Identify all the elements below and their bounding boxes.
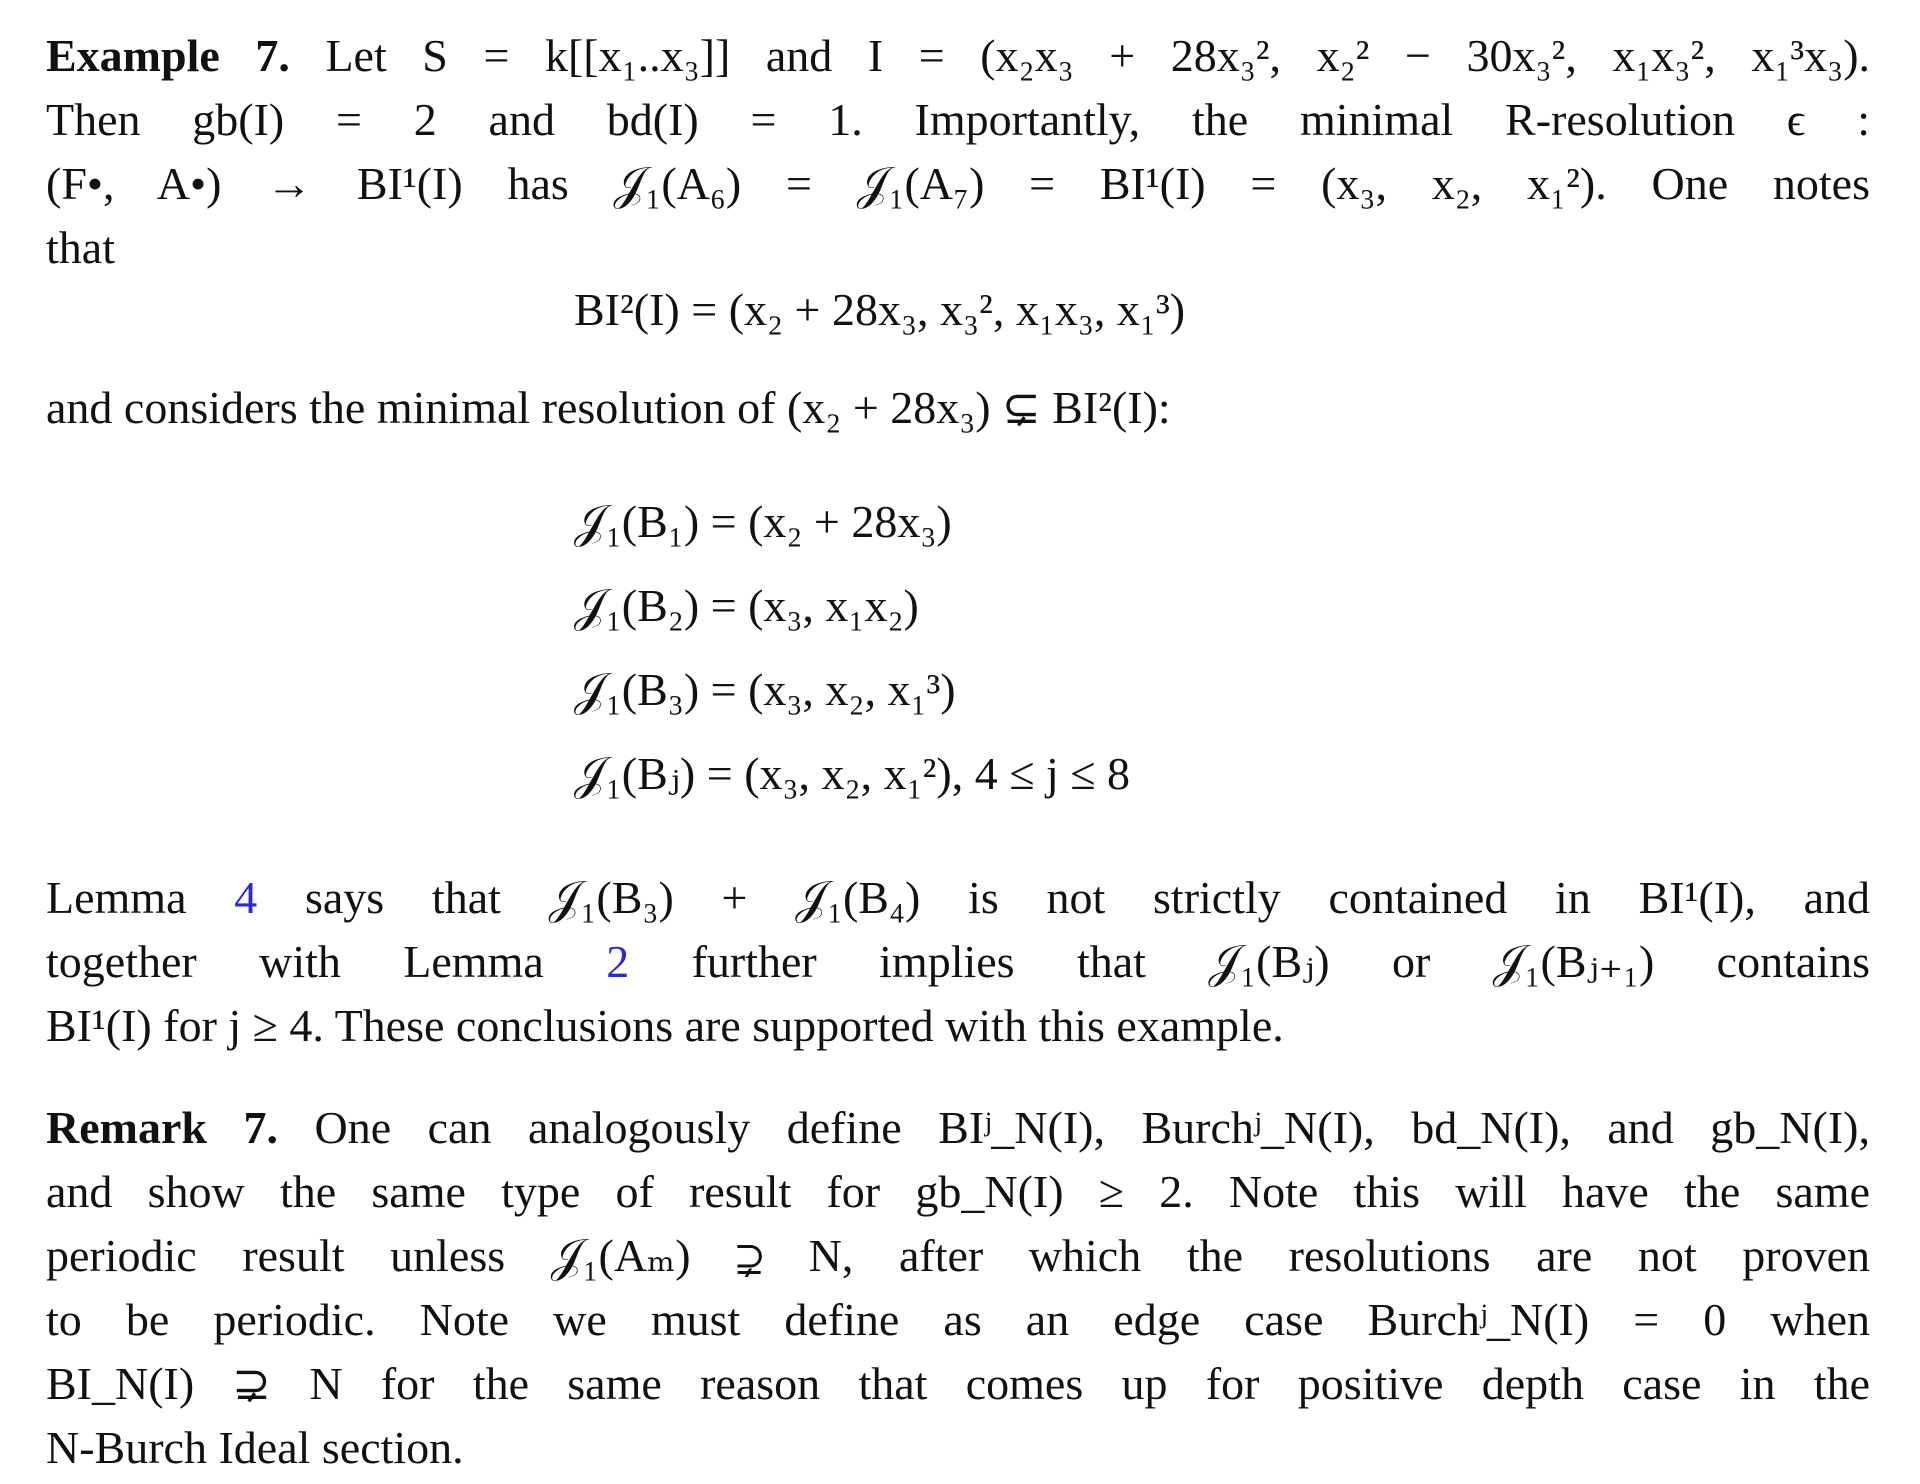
lemma-line-1: Lemma 4 says that 𝒥₁(B₃) + 𝒥₁(B₄) is not strictly contained in BI¹(I), and <box>46 872 1870 923</box>
example-paragraph <box>46 24 1870 280</box>
remark-paragraph <box>46 1096 1870 1480</box>
example-line-2: Then gb(I) = 2 and bd(I) = 1. Importantly, the minimal R-resolution ϵ : <box>46 94 1870 145</box>
resolution-equations <box>574 490 1130 826</box>
lemma-4-link[interactable]: 4 <box>234 872 258 923</box>
remark-line-5: BI_N(I) ⊋ N for the same reason that comes up for positive depth case in the <box>46 1358 1870 1409</box>
example-heading: Example 7. <box>46 30 290 81</box>
remark-line-2: and show the same type of result for gb_N(I) ≥ 2. Note this will have the same <box>46 1166 1870 1217</box>
remark-line-3: periodic result unless 𝒥₁(Aₘ) ⊋ N, after which the resolutions are not proven <box>46 1230 1870 1281</box>
remark-heading: Remark 7. <box>46 1102 278 1153</box>
lemma-paragraph <box>46 866 1870 1058</box>
resolution-line-2: 𝒥₁(B₂) = (x₃, x₁x₂) <box>574 580 919 631</box>
lemma-line-2: together with Lemma 2 further implies that 𝒥₁(Bⱼ) or 𝒥₁(Bⱼ₊₁) contains <box>46 936 1870 987</box>
resolution-line-1: 𝒥₁(B₁) = (x₂ + 28x₃) <box>574 496 952 547</box>
remark-line-4: to be periodic. Note we must define as an edge case Burchʲ_N(I) = 0 when <box>46 1294 1870 1345</box>
resolution-intro: and considers the minimal resolution of (x₂ + 28x₃) ⊊ BI²(I): <box>46 382 1171 433</box>
lemma-2-link[interactable]: 2 <box>606 936 630 987</box>
remark-line-6: N-Burch Ideal section. <box>46 1422 464 1473</box>
example-line-4: that <box>46 222 115 273</box>
lemma-line-3: BI¹(I) for j ≥ 4. These conclusions are supported with this example. <box>46 1000 1284 1051</box>
example-line-3: (F•, A•) → BI¹(I) has 𝒥₁(A₆) = 𝒥₁(A₇) = BI¹(I) = (x₃, x₂, x₁²). One notes <box>46 158 1870 209</box>
resolution-line-3: 𝒥₁(B₃) = (x₃, x₂, x₁³) <box>574 664 956 715</box>
remark-line-1: Remark 7. One can analogously define BIʲ_N(I), Burchʲ_N(I), bd_N(I), and gb_N(I), <box>46 1102 1870 1153</box>
resolution-line-4: 𝒥₁(Bⱼ) = (x₃, x₂, x₁²), 4 ≤ j ≤ 8 <box>574 748 1131 799</box>
example-line-1: Example 7. Let S = k[[x₁..x₃]] and I = (x₂x₃ + 28x₃², x₂² − 30x₃², x₁x₃², x₁³x₃). <box>46 30 1871 81</box>
display-equation-bi2: BI²(I) = (x₂ + 28x₃, x₃², x₁x₃, x₁³) <box>574 284 1186 335</box>
